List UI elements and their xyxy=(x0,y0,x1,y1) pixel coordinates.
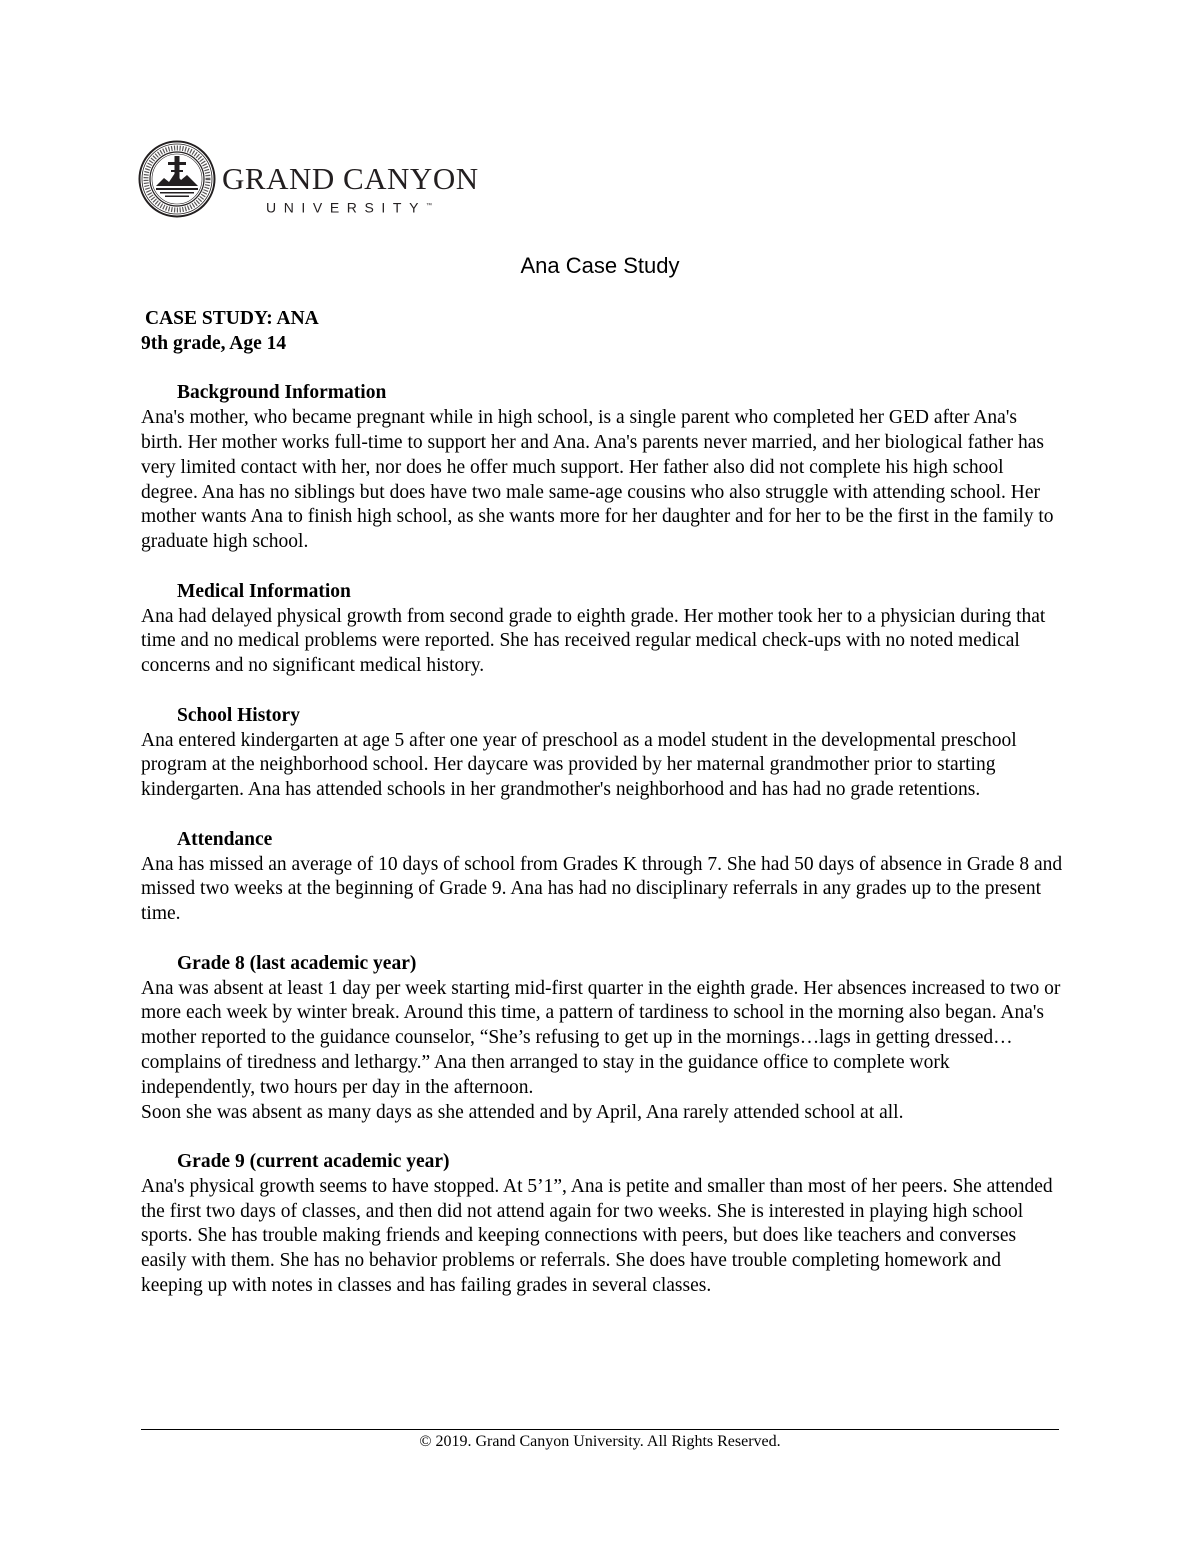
section-school-history xyxy=(141,704,1063,803)
university-seal-icon xyxy=(138,140,216,218)
section-heading: Background Information xyxy=(177,382,387,404)
logo-trademark: ™ xyxy=(426,203,433,209)
footer-copyright: © 2019. Grand Canyon University. All Rights Reserved. xyxy=(419,1433,781,1450)
section-medical xyxy=(141,580,1063,679)
section-paragraph: Ana's mother, who became pregnant while in high school, is a single parent who completed her GED after Ana's birth. Her mother works full-time to support her and Ana. Ana's parents never married, and her biological father has very limited contact with her, nor does he offer much support. Her father also did not complete his high school degree. Ana has no siblings but does have two male same-age cousins who also struggle with attending school. Her mother wants Ana to finish high school, as she wants more for her daughter and for her to be the first in the family to graduate high school. xyxy=(141,407,1054,553)
section-paragraph: Ana has missed an average of 10 days of school from Grades K through 7. She had 50 days of absence in Grade 8 and missed two weeks at the beginning of Grade 9. Ana has had no disciplinary referrals in any grades up to the present time. xyxy=(141,853,1063,925)
document-title: Ana Case Study xyxy=(520,253,680,278)
logo-subwordmark xyxy=(266,198,432,216)
section-heading: School History xyxy=(177,704,300,726)
logo-wordmark: GRAND CANYON xyxy=(222,161,479,196)
section-heading: Grade 9 (current academic year) xyxy=(177,1151,450,1173)
document-body xyxy=(141,307,1063,1324)
section-heading: Grade 8 (last academic year) xyxy=(177,952,417,974)
case-study-label: CASE STUDY: ANA xyxy=(145,308,319,329)
section-grade-8 xyxy=(141,952,1063,1126)
section-grade-9 xyxy=(141,1150,1063,1299)
section-heading: Medical Information xyxy=(177,580,351,602)
section-paragraph: Ana had delayed physical growth from second grade to eighth grade. Her mother took her to a physician during that time and no medical problems were reported. She has received regular medical check-ups with no noted medical concerns and no significant medical history. xyxy=(141,605,1046,677)
gcu-logo xyxy=(138,140,483,220)
section-paragraph: Ana entered kindergarten at age 5 after one year of preschool as a model student in the developmental preschool program at the neighborhood school. Her daycare was provided by her maternal grandmother prior to starting kindergarten. Ana has attended schools in her grandmother's neighborhood and has had no grade retentions. xyxy=(141,729,1017,801)
section-paragraph: Soon she was absent as many days as she attended and by April, Ana rarely attended school at all. xyxy=(141,1101,904,1123)
grade-age-line: 9th grade, Age 14 xyxy=(141,332,287,354)
section-background xyxy=(141,381,1063,555)
section-heading: Attendance xyxy=(177,828,273,850)
section-attendance xyxy=(141,828,1063,927)
footer-divider xyxy=(141,1429,1059,1430)
section-paragraph: Ana was absent at least 1 day per week starting mid-first quarter in the eighth grade. Her absences increased to two or more each week by winter break. Around this time, a pattern of tardiness to school in the morning also began. Ana's mother reported to the guidance counselor, “She’s refusing to get up in the mornings…lags in getting dressed…complains of tiredness and lethargy.” Ana then arranged to stay in the guidance office to complete work independently, two hours per day in the afternoon. xyxy=(141,977,1061,1098)
section-paragraph: Ana's physical growth seems to have stopped. At 5’1”, Ana is petite and smaller than most of her peers. She attended the first two days of classes, and then did not attend again for two weeks. She is interested in playing high school sports. She has trouble making friends and keeping connections with peers, but does like teachers and converses easily with them. She has no behavior problems or referrals. She does have trouble completing homework and keeping up with notes in classes and has failing grades in several classes. xyxy=(141,1175,1053,1297)
logo-subname: UNIVERSITY xyxy=(266,199,427,216)
